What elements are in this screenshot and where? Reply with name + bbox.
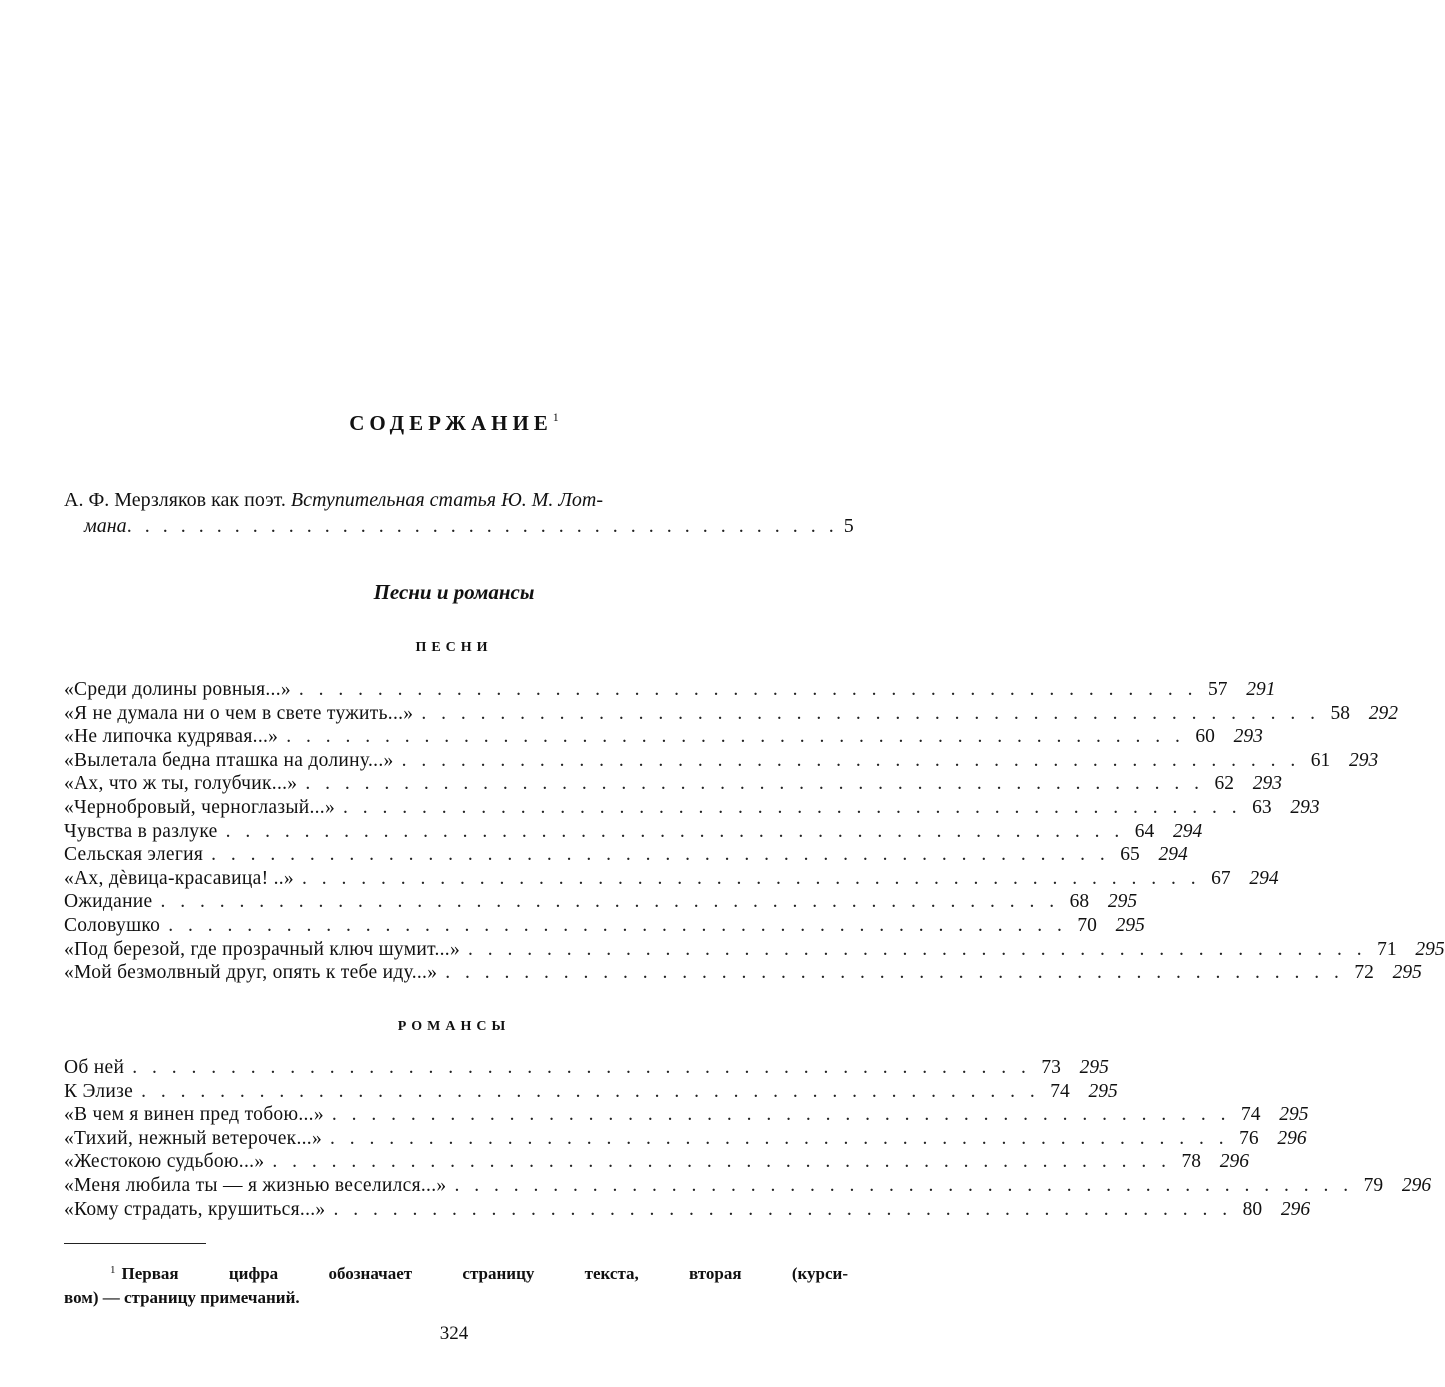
toc-entry-title: «Я не думала ни о чем в свете тужить...» — [64, 702, 414, 724]
dot-leader: . . . . . . . . . . . . . . . . . . . . . . . . . . . . . . . . . . . . . . . . . . . . . . — [286, 726, 1185, 748]
dot-leader: . . . . . . . . . . . . . . . . . . . . . . . . . . . . . . . . . . . . . . . . . . . . . . — [401, 749, 1301, 771]
toc-entry[interactable] — [64, 891, 1138, 915]
toc-entry-notes-page: 295 — [1279, 1104, 1309, 1126]
toc-entry-notes-page: 294 — [1158, 844, 1188, 866]
footnote-marker: 1 — [552, 410, 559, 424]
toc-entry[interactable] — [64, 914, 1145, 939]
page-number: 324 — [439, 1323, 469, 1344]
toc-entry-page: 74 — [1050, 1080, 1070, 1102]
intro-entry[interactable] — [64, 487, 854, 539]
dot-leader: . . . . . . . . . . . . . . . . . . . . . . . . . . . . . . . . . . . . . . . . . . . . . . — [330, 1127, 1229, 1149]
toc-entry-notes-page: 295 — [1088, 1080, 1118, 1102]
toc-entry-title: «Кому страдать, крушиться...» — [64, 1198, 326, 1220]
toc-entry-notes-page: 292 — [1368, 702, 1398, 724]
toc-entry-notes-page: 293 — [1290, 796, 1320, 818]
toc-entry-page: 65 — [1120, 844, 1140, 866]
toc-entry[interactable] — [64, 1127, 1307, 1152]
toc-entry-title: «Мой безмолвный друг, опять к тебе иду...» — [64, 962, 438, 984]
toc-entry[interactable] — [64, 773, 1282, 797]
toc-entry-title: «Под березой, где прозрачный ключ шумит...» — [64, 938, 461, 960]
toc-entry[interactable] — [64, 679, 1276, 703]
toc-entry[interactable] — [64, 1057, 1109, 1081]
toc-entry-title: «Жестокою судьбою...» — [64, 1151, 265, 1173]
toc-entry-title: «Вылетала бедна пташка на долину...» — [64, 749, 394, 771]
intro-entry-line1 — [64, 487, 848, 513]
toc-entry-page: 73 — [1041, 1057, 1061, 1078]
dot-leader: . . . . . . . . . . . . . . . . . . . . . . . . . . . . . . . . . . . . . . . . . . . . . . — [168, 914, 1067, 936]
intro-description: Вступительная статья Ю. М. Лот- — [290, 489, 604, 511]
toc-entry-notes-page: 295 — [1415, 938, 1445, 960]
dot-leader: . . . . . . . . . . . . . . . . . . . . . . . . . . . . . . . . . . . . . . . . . . . . . . — [132, 1057, 1031, 1078]
toc-entry[interactable] — [64, 820, 1203, 845]
intro-tail: мана — [84, 515, 127, 537]
toc-entry[interactable] — [64, 867, 1279, 892]
toc-entry-page: 61 — [1310, 749, 1331, 771]
toc-entry-title: «Ах, что ж ты, голубчик...» — [64, 773, 298, 795]
toc-entry-notes-page: 295 — [1079, 1057, 1109, 1078]
toc-entry[interactable] — [64, 1104, 1309, 1128]
toc-entry-page: 71 — [1377, 938, 1397, 960]
toc-entry-page: 76 — [1239, 1127, 1259, 1149]
toc-entry[interactable] — [64, 962, 1422, 986]
toc-entry-title: Соловушко — [64, 914, 161, 936]
toc-entry-notes-page: 296 — [1401, 1174, 1432, 1196]
toc-entry[interactable] — [64, 726, 1263, 750]
group-heading-songs: ПЕСНИ — [415, 640, 493, 655]
dot-leader: . . . . . . . . . . . . . . . . . . . . . . . . . . . . . . . . . . . . . . . . . . . . . . — [141, 1080, 1040, 1102]
footnote-line1-text: Первая цифра обозначает страницу текста, вторая (курси- — [121, 1264, 848, 1283]
toc-entry[interactable] — [64, 938, 1445, 963]
toc-entry-notes-page: 295 — [1115, 914, 1145, 936]
toc-entry-title: Чувства в разлуке — [64, 820, 218, 842]
section-heading: Песни и романсы — [373, 580, 535, 604]
toc-entry[interactable] — [64, 796, 1320, 821]
footnote-line1 — [64, 1258, 848, 1286]
toc-entry-title: «Чернобровый, черноглазый...» — [64, 796, 336, 818]
toc-entry[interactable] — [64, 1080, 1118, 1105]
dot-leader: . . . . . . . . . . . . . . . . . . . . . . . . . . . . . . . . . . . . . . . . . . . . . . — [445, 962, 1344, 984]
toc-entry-title: «Тихий, нежный ветерочек...» — [64, 1127, 323, 1149]
toc-entry-notes-page: 296 — [1277, 1127, 1307, 1149]
toc-entry-title: «Ах, дѐвица-красавица! ..» — [64, 867, 294, 889]
toc-entry-title: «Не липочка кудрявая...» — [64, 726, 279, 748]
toc-entry-title: Об ней — [64, 1057, 125, 1078]
toc-entry-notes-page: 295 — [1107, 891, 1138, 913]
toc-entry-notes-page: 296 — [1219, 1151, 1249, 1173]
toc-entry-page: 63 — [1252, 796, 1272, 818]
toc-entry-notes-page: 296 — [1280, 1198, 1311, 1220]
toc-entry-title: «Среди долины ровныя...» — [64, 679, 291, 700]
dot-leader: . . . . . . . . . . . . . . . . . . . . . . . . . . . . . . . . . . . . . . . . . . . . . . — [454, 1174, 1354, 1196]
toc-entry-page: 79 — [1363, 1174, 1384, 1196]
intro-page: 5 — [843, 515, 854, 537]
footnote — [64, 1258, 848, 1310]
intro-author: А. Ф. Мерзляков как поэт. — [64, 489, 286, 511]
footnote-line2: вом) — страницу примечаний. — [64, 1288, 300, 1307]
toc-entry[interactable] — [64, 1174, 1432, 1199]
toc-list-romances — [64, 1057, 1432, 1222]
toc-entry-title: Сельская элегия — [64, 844, 204, 866]
page-title — [0, 410, 908, 436]
dot-leader: . . . . . . . . . . . . . . . . . . . . . . . . . . . . . . . . . . . . . . . . . . . . . . — [333, 1198, 1233, 1220]
toc-entry-title: «В чем я винен пред тобою...» — [64, 1104, 324, 1126]
toc-entry[interactable] — [64, 749, 1379, 774]
dot-leader: . . . . . . . . . . . . . . . . . . . . . . . . . . . . . . . . . . . . . . . . . . . . . . — [421, 702, 1320, 724]
footnote-rule — [64, 1243, 206, 1244]
dot-leader: . . . . . . . . . . . . . . . . . . . . . . . . . . . . . . . . . . . . . . . . . . . . . . — [160, 891, 1060, 913]
dot-leader: . . . . . . . . . . . . . . . . . . . . . . . . . . . . . . . . . . . . . . . . . . . . . . — [211, 844, 1110, 866]
toc-entry-notes-page: 293 — [1233, 726, 1263, 748]
toc-entry[interactable] — [64, 844, 1188, 868]
toc-list-songs — [64, 679, 1445, 986]
page-title-text: СОДЕРЖАНИЕ — [349, 411, 553, 435]
toc-entry-title: Ожидание — [64, 891, 153, 913]
toc-entry-notes-page: 295 — [1392, 962, 1422, 984]
toc-entry[interactable] — [64, 702, 1398, 727]
toc-entry-page: 80 — [1242, 1198, 1263, 1220]
toc-entry-page: 58 — [1330, 702, 1350, 724]
group-heading-romances: РОМАНСЫ — [397, 1019, 511, 1034]
toc-entry-page: 72 — [1354, 962, 1374, 984]
dot-leader: . . . . . . . . . . . . . . . . . . . . . . . . . . . . . . . . . . . . . . . . . . . . . . — [225, 820, 1125, 842]
toc-entry-notes-page: 293 — [1252, 773, 1282, 795]
toc-entry[interactable] — [64, 1198, 1311, 1223]
dot-leader: . . . . . . . . . . . . . . . . . . . . . . . . . . . . . . . . . . . . . . . . — [126, 515, 838, 537]
toc-entry-page: 78 — [1181, 1151, 1201, 1173]
dot-leader: . . . . . . . . . . . . . . . . . . . . . . . . . . . . . . . . . . . . . . . . . . . . . . — [272, 1151, 1171, 1173]
dot-leader: . . . . . . . . . . . . . . . . . . . . . . . . . . . . . . . . . . . . . . . . . . . . . . — [305, 773, 1204, 795]
dot-leader: . . . . . . . . . . . . . . . . . . . . . . . . . . . . . . . . . . . . . . . . . . . . . . — [468, 938, 1367, 960]
toc-entry-page: 60 — [1195, 726, 1215, 748]
toc-entry-notes-page: 294 — [1172, 820, 1203, 842]
toc-entry-title: К Элизе — [64, 1080, 134, 1102]
toc-entry-notes-page: 294 — [1249, 867, 1279, 889]
toc-entry-page: 74 — [1241, 1104, 1261, 1126]
toc-entry[interactable] — [64, 1151, 1249, 1175]
toc-entry-page: 67 — [1211, 867, 1231, 889]
dot-leader: . . . . . . . . . . . . . . . . . . . . . . . . . . . . . . . . . . . . . . . . . . . . . . — [343, 796, 1242, 818]
dot-leader: . . . . . . . . . . . . . . . . . . . . . . . . . . . . . . . . . . . . . . . . . . . . . . — [331, 1104, 1231, 1126]
toc-entry-page: 62 — [1214, 773, 1234, 795]
toc-entry-page: 57 — [1208, 679, 1228, 700]
intro-entry-line2 — [64, 513, 854, 539]
toc-entry-notes-page: 293 — [1348, 749, 1379, 771]
toc-entry-page: 68 — [1069, 891, 1090, 913]
toc-entry-title: «Меня любила ты — я жизнью веселился...» — [64, 1174, 447, 1196]
toc-entry-page: 70 — [1077, 914, 1097, 936]
toc-entry-page: 64 — [1134, 820, 1155, 842]
footnote-mark: 1 — [110, 1264, 116, 1276]
dot-leader: . . . . . . . . . . . . . . . . . . . . . . . . . . . . . . . . . . . . . . . . . . . . . . — [298, 679, 1198, 700]
dot-leader: . . . . . . . . . . . . . . . . . . . . . . . . . . . . . . . . . . . . . . . . . . . . . . — [301, 867, 1201, 889]
toc-entry-notes-page: 291 — [1246, 679, 1276, 700]
